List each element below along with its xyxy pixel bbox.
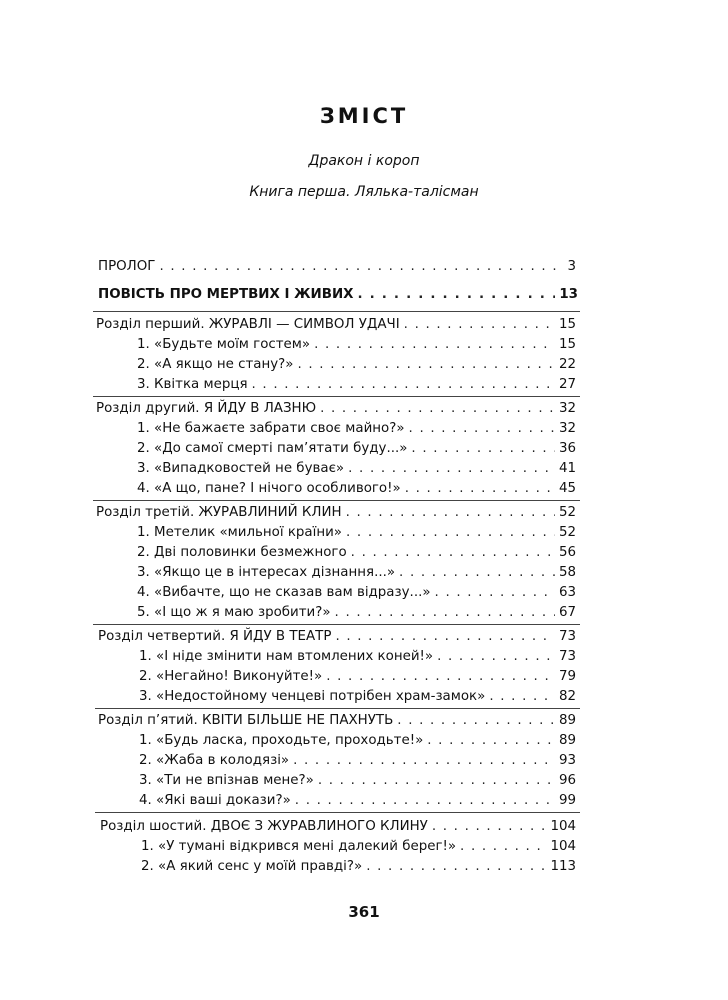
toc-entry-section [137,461,576,481]
toc-entry-label: 2. «А якщо не стану?» [137,357,294,372]
dot-leader [346,525,555,540]
toc-entry-page: 56 [558,545,576,560]
dot-leader [432,819,547,834]
toc-entry-section [137,481,576,501]
toc-entry-page: 27 [558,377,576,392]
toc-entry-page: 36 [558,441,576,456]
toc-entry-page: 45 [558,481,576,496]
series-title: Дракон і короп [308,153,420,169]
toc-entry-label: 5. «І що ж я маю зробити?» [137,605,331,620]
toc-entry-page: 89 [558,733,576,748]
dot-leader [460,839,546,854]
toc-entry-page: 73 [558,629,576,644]
toc-entry-label: 4. «А що, пане? І нічого особливого!» [137,481,401,496]
toc-entry-label: 3. «Ти не впізнав мене?» [139,773,314,788]
toc-entry-page: 89 [558,713,576,728]
toc-entry-label: 2. «Жаба в колодязі» [139,753,290,768]
toc-entry-chapter [98,629,576,649]
dot-leader [293,753,555,768]
toc-entry-page: 79 [558,669,576,684]
toc-entry-section [137,585,576,605]
dot-leader [348,461,555,476]
toc-entry-label: 2. «А який сенс у моїй правді?» [141,859,363,874]
toc-entry-page: 82 [558,689,576,704]
toc-entry-page: 52 [558,525,576,540]
page-title: ЗМІСТ [319,104,409,128]
toc-entry-section [139,649,576,669]
toc-entry-page: 104 [550,839,576,854]
toc-entry-section [139,753,576,773]
toc-entry-label: 1. «Не бажаєте забрати своє майно?» [137,421,405,436]
toc-entry-label: 3. «Недостойному ченцеві потрібен храм-замок» [139,689,486,704]
toc-entry-page: 22 [558,357,576,372]
toc-entry-label: Розділ шостий. ДВОЄ З ЖУРАВЛИНОГО КЛИНУ [100,819,428,834]
divider [95,812,580,813]
toc-entry-chapter [100,819,576,839]
toc-entry-section [137,525,576,545]
book-title: Книга перша. Лялька-талісман [249,184,479,200]
toc-entry-page: 113 [550,859,576,874]
toc-entry-label: 2. «Негайно! Виконуйте!» [139,669,323,684]
dot-leader [252,377,555,392]
dot-leader [437,649,555,664]
divider [93,311,580,312]
divider [95,708,580,709]
toc-entry-section [139,689,576,709]
toc-entry-label: 3. «Випадковостей не буває» [137,461,345,476]
toc-entry-page: 32 [558,421,576,436]
divider [93,500,580,501]
dot-leader [314,337,555,352]
toc-entry-section [137,605,576,625]
toc-entry-page: 15 [558,337,576,352]
dot-leader [351,545,555,560]
toc-entry-section [139,733,576,753]
toc-entry-page: 73 [558,649,576,664]
toc-entry-page: 104 [550,819,576,834]
dot-leader [427,733,555,748]
page-number: 361 [348,903,380,921]
dot-leader [320,401,555,416]
toc-entry-chapter [96,505,576,525]
toc-entry-label: Розділ четвертий. Я ЙДУ В ТЕАТР [98,629,332,644]
dot-leader [489,689,555,704]
dot-leader [399,565,555,580]
toc-entry-page: 96 [558,773,576,788]
toc-entry-page: 3 [567,259,576,274]
toc-entry-page: 32 [558,401,576,416]
toc-entry-section [139,793,576,813]
dot-leader [335,605,555,620]
toc-entry-label: 2. «До самої смерті пам’ятати буду...» [137,441,408,456]
toc-entry-chapter [96,401,576,421]
toc-entry-prologue [98,259,576,279]
dot-leader [335,629,555,644]
dot-leader [295,793,555,808]
toc-entry-section [137,357,576,377]
divider [93,624,580,625]
toc-entry-label: 4. «Вибачте, що не сказав вам відразу...» [137,585,431,600]
dot-leader [357,287,555,302]
dot-leader [435,585,555,600]
dot-leader [404,317,555,332]
toc-entry-page: 67 [558,605,576,620]
toc-entry-label: Розділ перший. ЖУРАВЛІ — СИМВОЛ УДАЧІ [96,317,400,332]
toc-entry-section [139,669,576,689]
dot-leader [366,859,546,874]
toc-entry-section [137,421,576,441]
toc-entry-label: 1. «І ніде змінити нам втомлених коней!» [139,649,434,664]
toc-entry-label: 4. «Які ваші докази?» [139,793,291,808]
toc-entry-label: Розділ другий. Я ЙДУ В ЛАЗНЮ [96,401,317,416]
toc-entry-label: 1. «Будь ласка, проходьте, проходьте!» [139,733,424,748]
toc-entry-label: 3. «Якщо це в інтересах дізнання...» [137,565,396,580]
divider [93,396,580,397]
toc-entry-label: Розділ третій. ЖУРАВЛИНИЙ КЛИН [96,505,342,520]
toc-entry-label: 1. «Будьте моїм гостем» [137,337,311,352]
toc-entry-label: 1. «У тумані відкрився мені далекий берег!» [141,839,457,854]
dot-leader [318,773,555,788]
dot-leader [411,441,555,456]
toc-entry-label: 1. Метелик «мильної країни» [137,525,343,540]
toc-entry-page: 52 [558,505,576,520]
toc-entry-page: 41 [558,461,576,476]
dot-leader [297,357,555,372]
toc-entry-page: 99 [558,793,576,808]
toc-entry-page: 58 [558,565,576,580]
toc-entry-part [98,287,578,307]
toc-entry-section [137,545,576,565]
toc-entry-label: Розділ п’ятий. КВІТИ БІЛЬШЕ НЕ ПАХНУТЬ [98,713,394,728]
dot-leader [159,259,563,274]
toc-entry-section [141,859,576,879]
toc-entry-chapter [96,317,576,337]
toc-entry-section [137,441,576,461]
toc-entry-section [137,377,576,397]
toc-entry-page: 63 [558,585,576,600]
toc-entry-label: 2. Дві половинки безмежного [137,545,347,560]
dot-leader [397,713,555,728]
dot-leader [346,505,555,520]
toc-entry-label: ПРОЛОГ [98,259,156,274]
toc-entry-section [137,565,576,585]
toc-entry-section [141,839,576,859]
toc-entry-chapter [98,713,576,733]
toc-entry-label: ПОВІСТЬ ПРО МЕРТВИХ І ЖИВИХ [98,287,354,302]
dot-leader [409,421,555,436]
dot-leader [405,481,555,496]
toc-entry-page: 13 [559,287,578,302]
toc-entry-page: 15 [558,317,576,332]
toc-entry-page: 93 [558,753,576,768]
dot-leader [326,669,555,684]
toc-entry-section [139,773,576,793]
toc-entry-section [137,337,576,357]
toc-entry-label: 3. Квітка мерця [137,377,248,392]
